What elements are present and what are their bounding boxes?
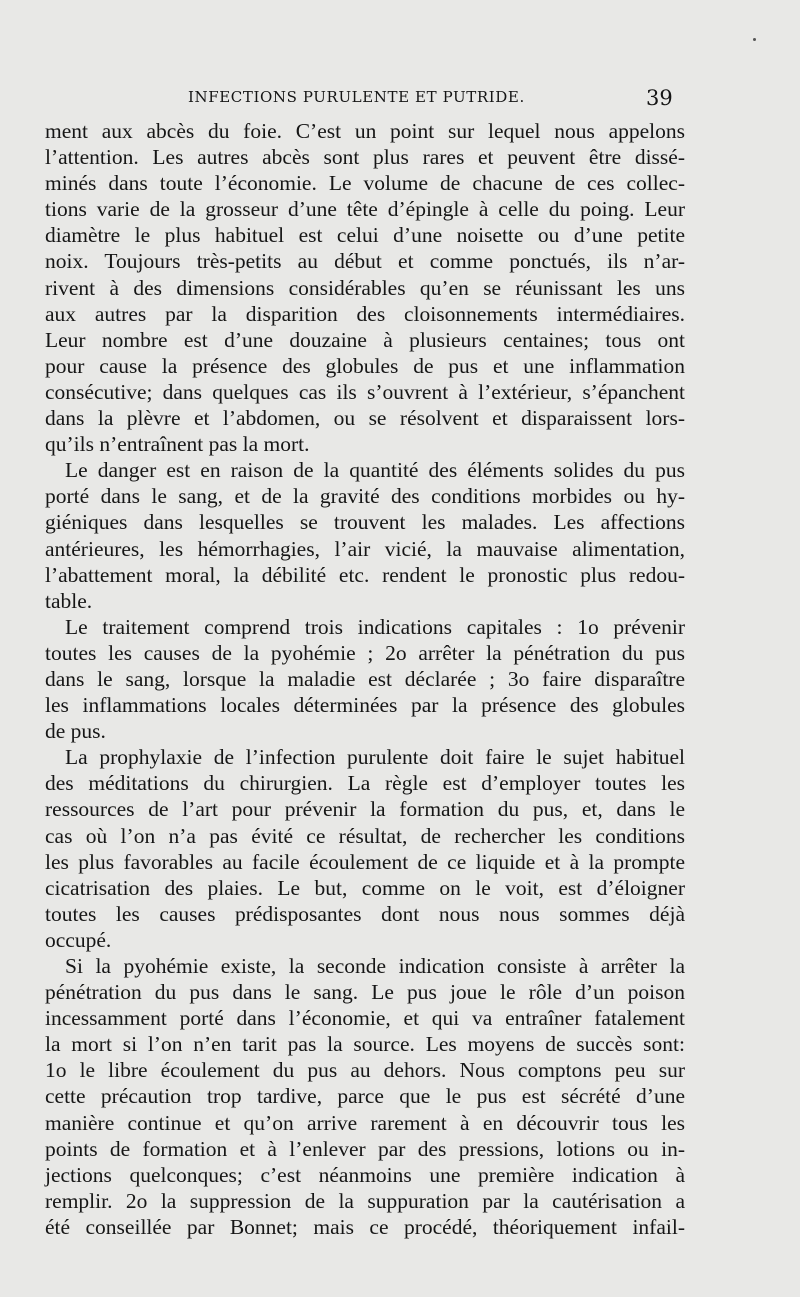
paragraph — [45, 953, 685, 1240]
body-text — [45, 118, 685, 1240]
text-line: Si la pyohémie existe, la seconde indication consiste à arrêter la — [65, 954, 685, 978]
paragraph — [45, 457, 685, 614]
text-line: cette précaution trop tardive, parce que le pus est sécrété d’une — [45, 1084, 685, 1109]
text-line: table. — [45, 588, 93, 613]
text-line: antérieures, les hémorrhagies, l’air vicié, la mauvaise alimentation, — [45, 536, 685, 561]
paragraph — [45, 744, 685, 953]
text-line: pénétration du pus dans le sang. Le pus joue le rôle d’un poison — [45, 980, 685, 1005]
text-line: points de formation et à l’enlever par des pressions, lotions ou in- — [45, 1136, 685, 1161]
text-line: noix. Toujours très-petits au début et comme ponctués, ils n’ar- — [45, 249, 685, 274]
text-line: Le danger est en raison de la quantité des éléments solides du pus — [65, 458, 685, 483]
running-head — [0, 86, 800, 112]
text-line: manière continue et qu’on arrive rarement à en découvrir tous les — [45, 1110, 685, 1135]
text-line: ment aux abcès du foie. C’est un point sur lequel nous appelons — [45, 119, 685, 143]
text-line: remplir. 2o la suppression de la suppuration par la cautérisation a — [45, 1188, 685, 1213]
text-line: La prophylaxie de l’infection purulente doit faire le sujet habituel — [65, 745, 685, 770]
text-line: consécutive; dans quelques cas ils s’ouvrent à l’extérieur, s’épanchent — [45, 379, 685, 404]
text-line: incessamment porté dans l’économie, et qui va entraîner fatalement — [45, 1006, 685, 1031]
page-number: 39 — [646, 86, 673, 110]
text-line: qu’ils n’entraînent pas la mort. — [45, 432, 310, 457]
text-line: été conseillée par Bonnet; mais ce procédé, théoriquement infail- — [45, 1214, 685, 1239]
text-line: rivent à des dimensions considérables qu’en se réunissant les uns — [45, 275, 685, 300]
text-line: dans la plèvre et l’abdomen, ou se résolvent et disparaissent lors- — [45, 406, 685, 431]
text-line: porté dans le sang, et de la gravité des conditions morbides ou hy- — [45, 484, 685, 509]
text-line: aux autres par la disparition des cloisonnements intermédiaires. — [45, 301, 685, 326]
text-line: Le traitement comprend trois indications capitales : 1o prévenir — [65, 614, 685, 639]
paragraph — [45, 118, 685, 457]
text-line: les inflammations locales déterminées par la présence des globules — [45, 693, 685, 718]
text-line: occupé. — [45, 927, 112, 952]
text-line: de pus. — [45, 719, 106, 744]
text-line: diamètre le plus habituel est celui d’une noisette ou d’une petite — [45, 223, 685, 248]
text-line: tions varie de la grosseur d’une tête d’épingle à celle du poing. Leur — [45, 197, 685, 222]
text-line: dans le sang, lorsque la maladie est déclarée ; 3o faire disparaître — [45, 666, 685, 691]
text-line: ressources de l’art pour prévenir la formation du pus, et, dans le — [45, 797, 685, 822]
text-line: toutes les causes prédisposantes dont nous nous sommes déjà — [45, 901, 685, 926]
text-line: l’attention. Les autres abcès sont plus rares et peuvent être dissé- — [45, 145, 685, 170]
text-line: Leur nombre est d’une douzaine à plusieurs centaines; tous ont — [45, 327, 685, 352]
text-line: l’abattement moral, la débilité etc. rendent le pronostic plus redou- — [45, 562, 685, 587]
text-line: giéniques dans lesquelles se trouvent les malades. Les affections — [45, 510, 685, 535]
text-line: des méditations du chirurgien. La règle est d’employer toutes les — [45, 771, 685, 796]
ink-speck — [753, 38, 756, 41]
text-line: minés dans toute l’économie. Le volume de chacune de ces collec- — [45, 171, 685, 196]
text-line: jections quelconques; c’est néanmoins une première indication à — [45, 1162, 685, 1187]
paragraph — [45, 614, 685, 744]
text-line: pour cause la présence des globules de pus et une inflammation — [45, 353, 685, 378]
text-line: cas où l’on n’a pas évité ce résultat, de rechercher les conditions — [45, 823, 685, 848]
text-line: 1o le libre écoulement du pus au dehors. Nous comptons peu sur — [45, 1058, 685, 1083]
running-title: INFECTIONS PURULENTE ET PUTRIDE. — [188, 88, 525, 106]
text-line: la mort si l’on n’en tarit pas la source. Les moyens de succès sont: — [45, 1032, 685, 1057]
text-line: cicatrisation des plaies. Le but, comme on le voit, est d’éloigner — [45, 875, 685, 900]
text-line: toutes les causes de la pyohémie ; 2o arrêter la pénétration du pus — [45, 640, 685, 665]
text-line: les plus favorables au facile écoulement de ce liquide et à la prompte — [45, 849, 685, 874]
